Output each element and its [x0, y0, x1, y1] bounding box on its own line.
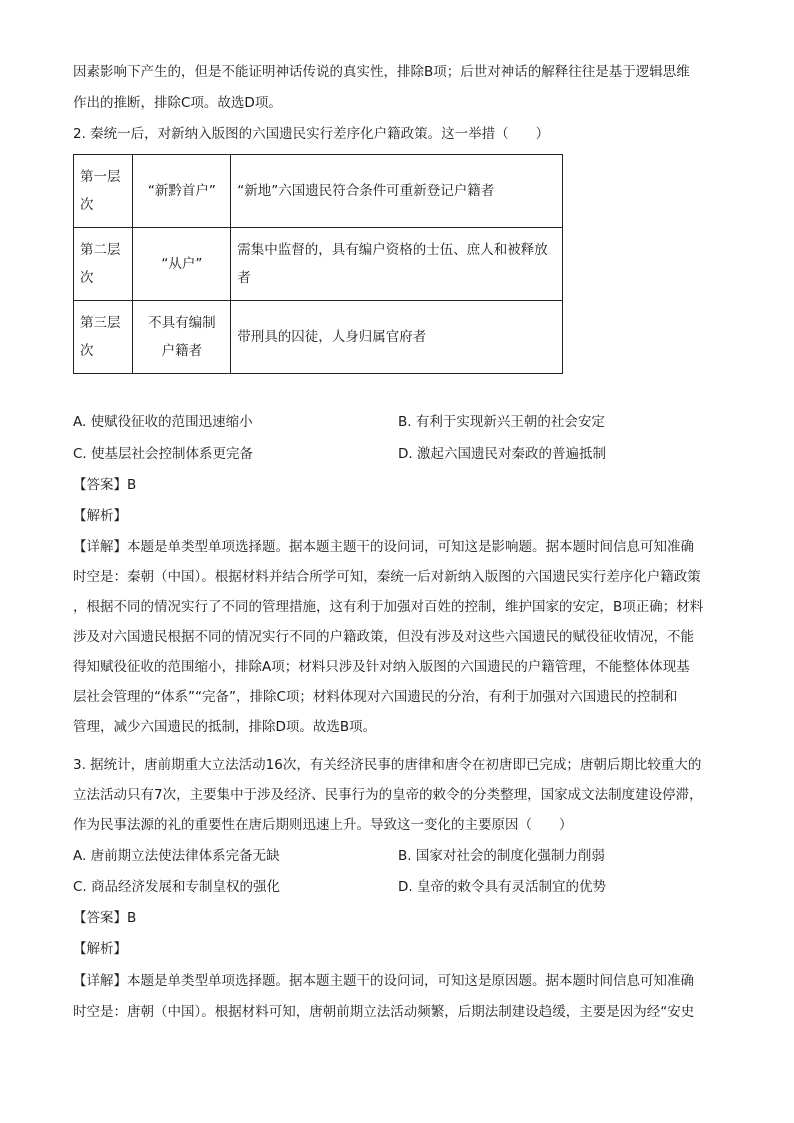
q2-option-c: C. 使基层社会控制体系更完备: [73, 446, 254, 462]
q3-detail-line: 时空是：唐朝（中国）。根据材料可知，唐朝前期立法活动频繁，后期法制建设趋缓，主要是因为经“安史: [73, 1004, 695, 1020]
household-policy-table: [73, 154, 563, 374]
table-row: [74, 155, 563, 228]
type-cell: “新黔首户”: [133, 155, 231, 228]
q2-detail-line: 得知赋役征收的范围缩小，排除A项；材料只涉及针对纳入版图的六国遗民的户籍管理，不能整体体现基: [73, 659, 690, 675]
paragraph-line: 因素影响下产生的，但是不能证明神话传说的真实性，排除B项；后世对神话的解释往往是基于逻辑思维: [73, 64, 690, 80]
q3-option-b: B. 国家对社会的制度化强制力削弱: [398, 848, 605, 864]
q3-answer: 【答案】B: [73, 910, 137, 926]
q2-detail-line: 层社会管理的“体系”“完备”，排除C项；材料体现对六国遗民的分治，有利于加强对六国遗民的控制和: [73, 689, 678, 705]
q2-option-a: A. 使赋役征收的范围迅速缩小: [73, 414, 253, 430]
q2-option-d: D. 激起六国遗民对秦政的普遍抵制: [398, 446, 606, 462]
q2-detail-line: 管理，减少六国遗民的抵制，排除D项。故选B项。: [73, 719, 377, 735]
q2-detail-line: 时空是：秦朝（中国）。根据材料并结合所学可知，秦统一后对新纳入版图的六国遗民实行差序化户籍政策: [73, 569, 701, 585]
q3-detail-line: 【详解】本题是单类型单项选择题。据本题主题干的设问词，可知这是原因题。据本题时间信息可知准确: [73, 973, 694, 989]
level-cell: 第二层 次: [74, 228, 133, 301]
q2-detail-line: 【详解】本题是单类型单项选择题。据本题主题干的设问词，可知这是影响题。据本题时间信息可知准确: [73, 539, 694, 555]
desc-cell: 需集中监督的，具有编户资格的士伍、庶人和被释放 者: [231, 228, 563, 301]
level-cell: 第三层 次: [74, 301, 133, 374]
q2-option-b: B. 有利于实现新兴王朝的社会安定: [398, 414, 605, 430]
type-cell: 不具有编制 户籍者: [133, 301, 231, 374]
table-row: [74, 301, 563, 374]
question-3-stem: 立法活动只有7次，主要集中于涉及经济、民事行为的皇帝的敕令的分类整理，国家成文法制度建设停滞，: [73, 787, 703, 803]
paragraph-line: 作出的推断，排除C项。故选D项。: [73, 95, 282, 111]
q2-detail-line: ，根据不同的情况实行了不同的管理措施，这有利于加强对百姓的控制，维护国家的安定，B项正确；材料: [73, 599, 704, 615]
table-row: [74, 228, 563, 301]
question-3-stem: 3. 据统计，唐前期重大立法活动16次，有关经济民事的唐律和唐令在初唐即已完成；唐朝后期比较重大的: [73, 757, 702, 773]
q3-option-c: C. 商品经济发展和专制皇权的强化: [73, 879, 281, 895]
type-cell: “从户”: [133, 228, 231, 301]
q2-analysis-label: 【解析】: [73, 508, 127, 524]
level-cell: 第一层 次: [74, 155, 133, 228]
question-2-stem: 2. 秦统一后，对新纳入版图的六国遗民实行差序化户籍政策。这一举措（ ）: [73, 126, 550, 142]
q2-detail-line: 涉及对六国遗民根据不同的情况实行不同的户籍政策，但没有涉及对这些六国遗民的赋役征收情况，不能: [73, 629, 694, 645]
q3-option-d: D. 皇帝的敕令具有灵活制宜的优势: [398, 879, 606, 895]
desc-cell: “新地”六国遗民符合条件可重新登记户籍者: [231, 155, 563, 228]
q3-analysis-label: 【解析】: [73, 941, 127, 957]
q3-option-a: A. 唐前期立法使法律体系完备无缺: [73, 848, 280, 864]
question-3-stem: 作为民事法源的礼的重要性在唐后期则迅速上升。导致这一变化的主要原因（ ）: [73, 817, 573, 833]
desc-cell: 带刑具的囚徒，人身归属官府者: [231, 301, 563, 374]
q2-answer: 【答案】B: [73, 477, 137, 493]
